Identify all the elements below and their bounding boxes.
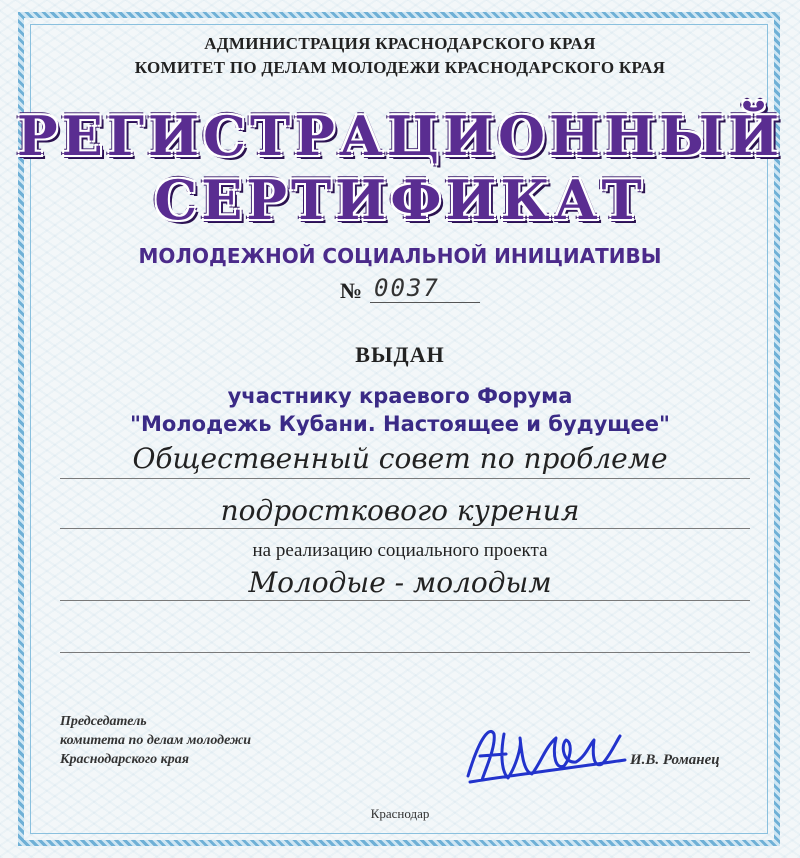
signatory-title-line-2: комитета по делам молодежи xyxy=(60,733,252,748)
forum-line-1: участнику краевого Форума xyxy=(227,384,573,408)
number-label: № xyxy=(340,278,363,303)
handwritten-signature xyxy=(460,716,630,796)
signatory-title-line-3: Краснодарского края xyxy=(60,752,189,767)
title-certificate: СЕРТИФИКАТ xyxy=(154,168,646,232)
signatory-title-line-1: Председатель xyxy=(60,714,147,729)
fill-line-3 xyxy=(60,600,750,601)
header-committee: КОМИТЕТ ПО ДЕЛАМ МОЛОДЕЖИ КРАСНОДАРСКОГО КРАЯ xyxy=(134,58,666,77)
recipient-line-1: Общественный совет по проблеме xyxy=(132,442,668,475)
project-label: на реализацию социального проекта xyxy=(252,540,548,561)
footer-city: Краснодар xyxy=(370,806,430,821)
title-subtitle: МОЛОДЕЖНОЙ СОЦИАЛЬНОЙ ИНИЦИАТИВЫ xyxy=(138,244,662,268)
signatory-name: И.В. Романец xyxy=(630,752,720,768)
signatory-title xyxy=(60,712,340,769)
number-underline xyxy=(370,302,480,303)
recipient-line-2: подросткового курения xyxy=(220,494,580,527)
fill-line-4 xyxy=(60,652,750,653)
fill-line-2 xyxy=(60,528,750,529)
fill-line-1 xyxy=(60,478,750,479)
issued-label: ВЫДАН xyxy=(355,342,445,367)
certificate-number xyxy=(340,274,480,308)
forum-line-2: "Молодежь Кубани. Настоящее и будущее" xyxy=(130,412,670,436)
header-administration: АДМИНИСТРАЦИЯ КРАСНОДАРСКОГО КРАЯ xyxy=(204,34,596,53)
number-value: 0037 xyxy=(374,274,440,302)
title-registration: РЕГИСТРАЦИОННЫЙ xyxy=(16,104,783,168)
project-name: Молодые - молодым xyxy=(248,566,552,599)
